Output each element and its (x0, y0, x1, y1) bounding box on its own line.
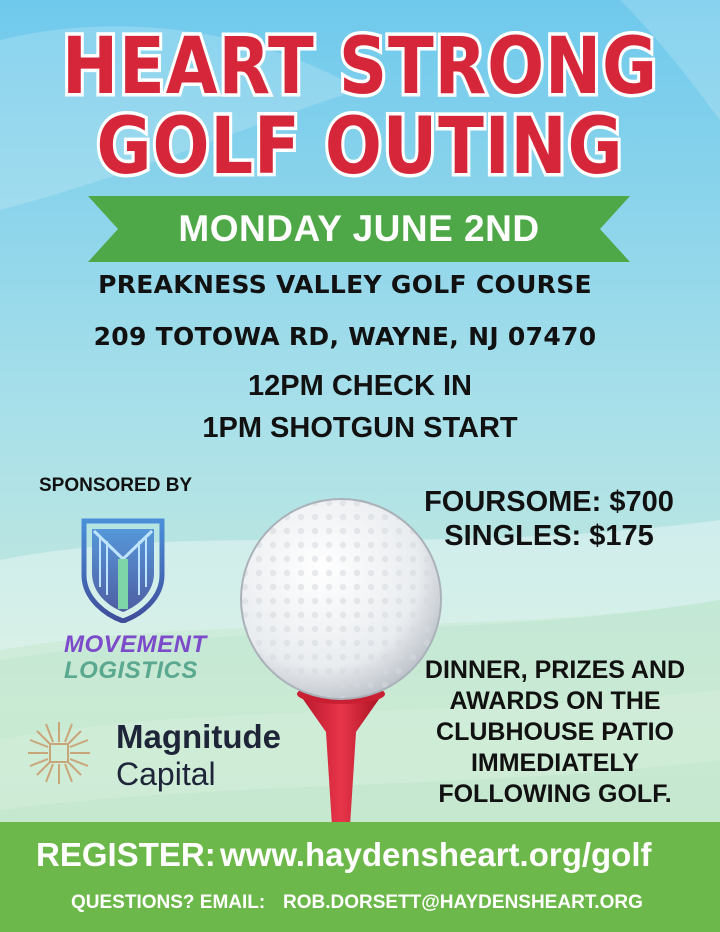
dinner-line-4: IMMEDIATELY (470, 749, 640, 777)
golf-tee-icon (297, 684, 385, 826)
movement-logistics-logo (64, 631, 207, 684)
venue-name: PREAKNESS VALLEY GOLF COURSE (98, 270, 592, 299)
shotgun-start-time: 1PM SHOTGUN START (202, 412, 518, 444)
title-line-1: HEART STRONG (62, 22, 658, 112)
dinner-line-5: FOLLOWING GOLF. (438, 780, 672, 808)
venue-address: 209 TOTOWA RD, WAYNE, NJ 07470 (93, 322, 597, 351)
shield-logo-icon (80, 517, 166, 623)
register-label: REGISTER: (36, 836, 216, 873)
movement-logo-line-1: MOVEMENT (64, 631, 207, 658)
magnitude-logo-line-2: Capital (116, 756, 216, 792)
dinner-line-3: CLUBHOUSE PATIO (436, 718, 674, 746)
questions-label: QUESTIONS? EMAIL: (71, 892, 266, 913)
sunburst-logo-icon (26, 720, 92, 786)
register-url-link[interactable]: www.haydensheart.org/golf (220, 836, 652, 873)
dinner-line-1: DINNER, PRIZES AND (424, 656, 686, 684)
contact-email-link[interactable]: ROB.DORSETT@HAYDENSHEART.ORG (283, 892, 643, 913)
sponsored-by-heading: SPONSORED BY (39, 475, 193, 496)
foursome-price: FOURSOME: $700 (424, 486, 674, 518)
dinner-info (420, 655, 690, 810)
title-line-2: GOLF OUTING (96, 102, 624, 192)
magnitude-logo-line-1: Magnitude (116, 718, 281, 755)
date-banner-text: MONDAY JUNE 2ND (178, 208, 540, 249)
dinner-line-2: AWARDS ON THE (449, 687, 661, 715)
movement-logo-line-2: LOGISTICS (64, 657, 198, 684)
check-in-time: 12PM CHECK IN (248, 370, 472, 402)
singles-price: SINGLES: $175 (444, 520, 654, 552)
golf-ball-icon (241, 499, 441, 699)
